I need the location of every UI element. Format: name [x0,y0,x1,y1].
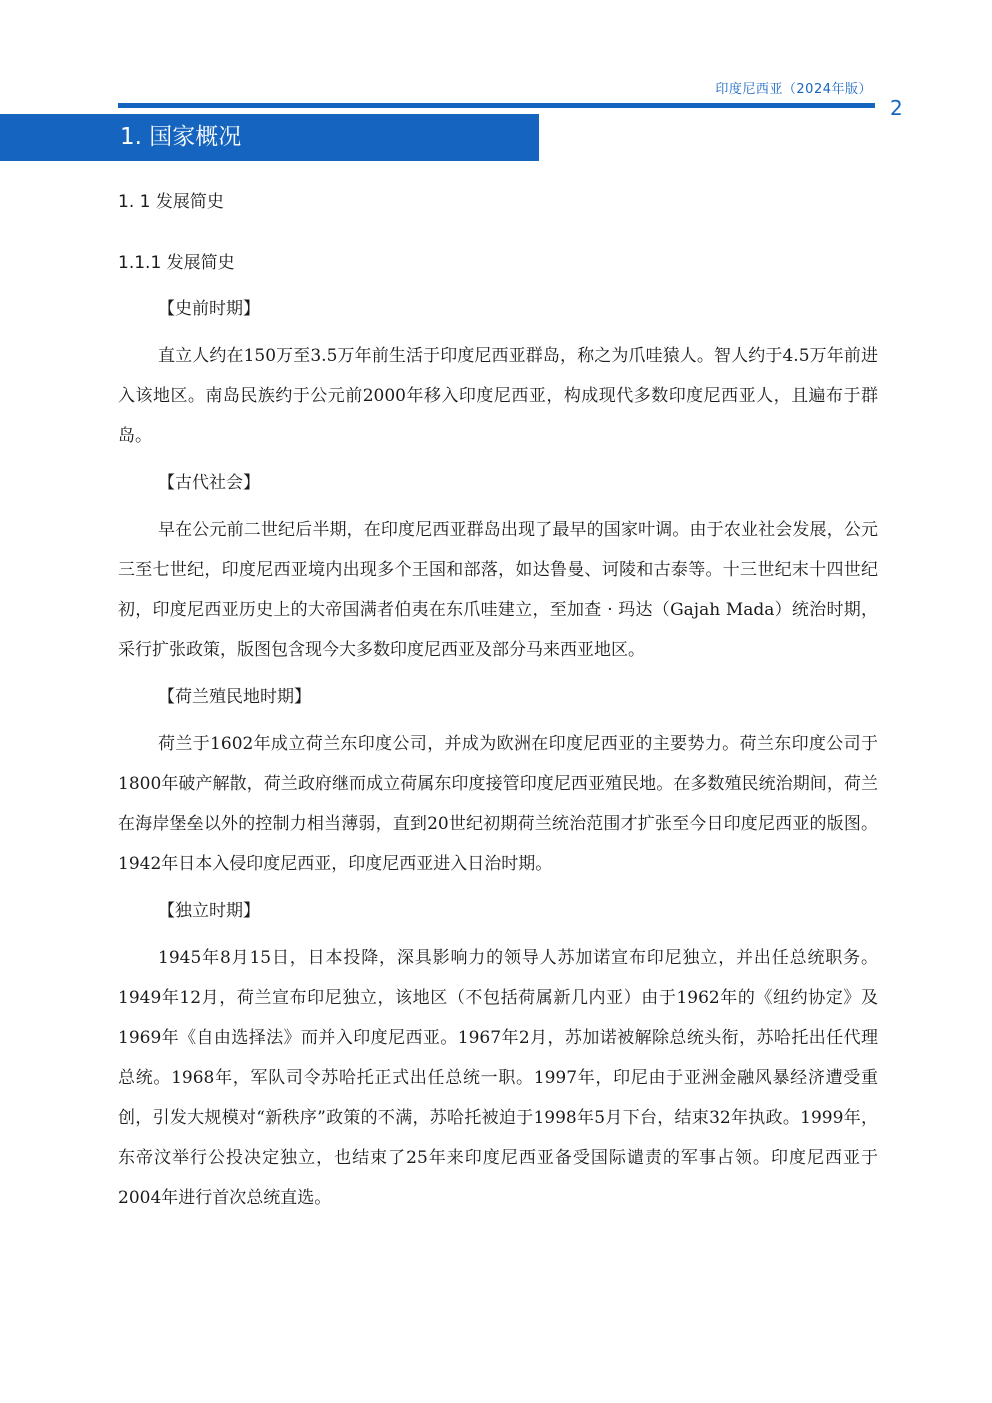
page-number: 2 [890,96,903,120]
paragraph: 早在公元前二世纪后半期，在印度尼西亚群岛出现了最早的国家叶调。由于农业社会发展，公元三至七世纪，印度尼西亚境内出现多个王国和部落，如达鲁曼、诃陵和古泰等。十三世纪末十四世纪初，印度尼西亚历史上的大帝国满者伯夷在东爪哇建立，至加查 · 玛达（Gajah Mada）统治时期，采行扩张政策，版图包含现今大多数印度尼西亚及部分马来西亚地区。 [118,520,878,660]
header-rule [118,103,875,108]
paragraph: 1945年8月15日，日本投降，深具影响力的领导人苏加诺宣布印尼独立，并出任总统职务。1949年12月，荷兰宣布印尼独立，该地区（不包括荷属新几内亚）由于1962年的《纽约协定》及1969年《自由选择法》而并入印度尼西亚。1967年2月，苏加诺被解除总统头衔，苏哈托出任代理总统。1968年，军队司令苏哈托正式出任总统一职。1997年，印尼由于亚洲金融风暴经济遭受重创，引发大规模对“新秩序”政策的不满，苏哈托被迫于1998年5月下台，结束32年执政。1999年，东帝汶举行公投决定独立，也结束了25年来印度尼西亚备受国际谴责的军事占领。印度尼西亚于2004年进行首次总统直选。 [118,948,878,1208]
body-text [118,296,878,1232]
period-heading: 【荷兰殖民地时期】 [158,687,311,707]
period-heading: 【史前时期】 [158,299,260,319]
paragraph: 荷兰于1602年成立荷兰东印度公司，并成为欧洲在印度尼西亚的主要势力。荷兰东印度公司于1800年破产解散，荷兰政府继而成立荷属东印度接管印度尼西亚殖民地。在多数殖民统治期间，荷兰在海岸堡垒以外的控制力相当薄弱，直到20世纪初期荷兰统治范围才扩张至今日印度尼西亚的版图。1942年日本入侵印度尼西亚，印度尼西亚进入日治时期。 [118,734,878,874]
period-heading: 【古代社会】 [158,473,260,493]
subsection-title: 1.1.1 发展简史 [118,253,235,273]
running-title: 印度尼西亚（2024年版） [715,82,872,97]
section-title: 1. 1 发展简史 [118,192,224,212]
paragraph: 直立人约在150万至3.5万年前生活于印度尼西亚群岛，称之为爪哇猿人。智人约于4.5万年前进入该地区。南岛民族约于公元前2000年移入印度尼西亚，构成现代多数印度尼西亚人，且遍布于群岛。 [118,346,878,446]
chapter-title: 1. 国家概况 [0,114,539,161]
period-heading: 【独立时期】 [158,901,260,921]
